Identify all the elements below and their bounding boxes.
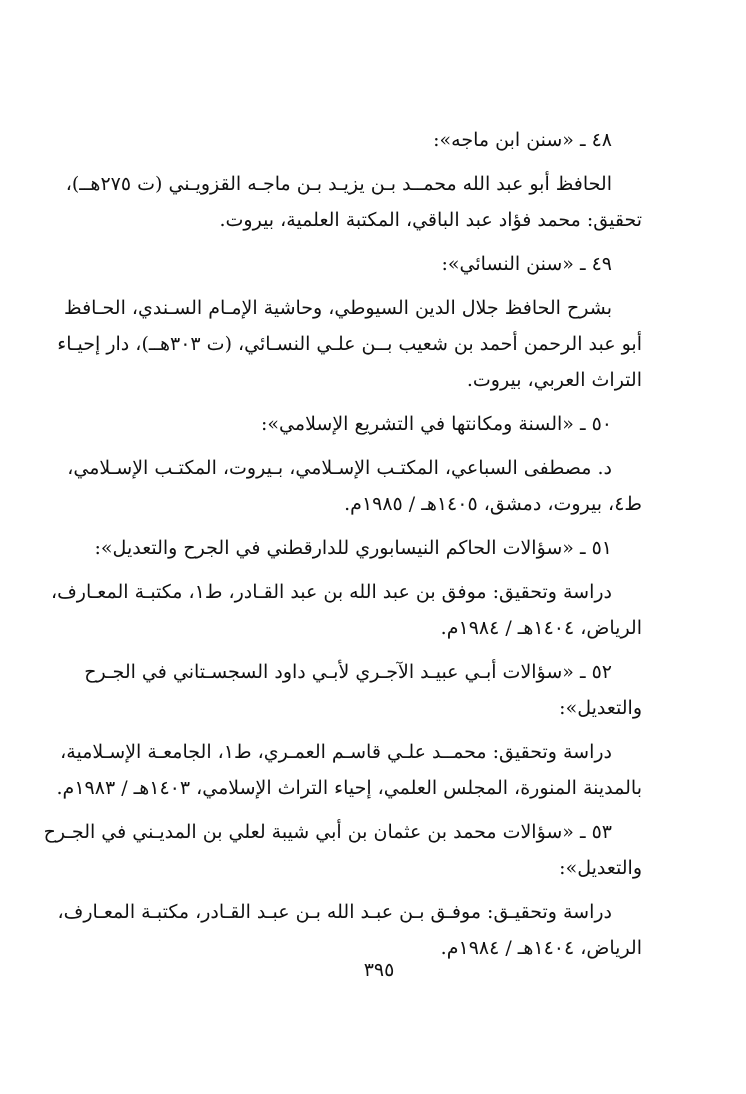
bibliography-entry-52 <box>56 654 642 806</box>
entry-heading <box>94 530 642 566</box>
entry-body-line: دراسة وتحقيق: موفق بن عبد الله بن عبد القـادر، ط١، مكتبـة المعـارف، <box>50 581 612 603</box>
entry-heading-line: ٥٣ ـ «سؤالات محمد بن عثمان بن أبي شيبة لعلي بن المديـني في الجـرح <box>43 821 612 843</box>
entry-heading-line: والتعديل»: <box>559 857 642 879</box>
entry-body <box>57 290 642 398</box>
entry-heading-line: ٥٢ ـ «سؤالات أبـي عبيـد الآجـري لأبـي داود السجسـتاني في الجـرح <box>84 661 612 683</box>
page-number: ٣٩٥ <box>363 959 395 981</box>
entry-heading <box>43 814 642 886</box>
bibliography-list <box>43 122 642 974</box>
entry-body-line: بشرح الحافظ جلال الدين السيوطي، وحاشية الإمـام السـندي، الحـافظ <box>64 297 612 319</box>
bibliography-entry-50 <box>67 406 642 522</box>
bibliography-entry-53 <box>43 814 642 966</box>
entry-body-line: ط٤، بيروت، دمشق، ١٤٠٥هـ / ١٩٨٥م. <box>344 493 642 515</box>
bibliography-entry-48 <box>65 122 642 238</box>
bibliography-entry-49 <box>57 246 642 398</box>
entry-body <box>56 734 642 806</box>
entry-heading-line: ٥٠ ـ «السنة ومكانتها في التشريع الإسلامي»: <box>261 413 612 435</box>
entry-body-line: أبو عبد الرحمن أحمد بن شعيب بــن علـي النسـائي، (ت ٣٠٣هــ)، دار إحيـاء <box>57 333 642 355</box>
entry-body <box>65 166 642 238</box>
bibliography-entry-51 <box>50 530 642 646</box>
entry-heading-line: ٤٨ ـ «سنن ابن ماجه»: <box>433 129 612 151</box>
entry-body-line: تحقيق: محمد فؤاد عبد الباقي، المكتبة العلمية، بيروت. <box>219 209 642 231</box>
entry-body-line: بالمدينة المنورة، المجلس العلمي، إحياء التراث الإسلامي، ١٤٠٣هـ / ١٩٨٣م. <box>56 777 642 799</box>
entry-body-line: د. مصطفى السباعي، المكتـب الإسـلامي، بـيروت، المكتـب الإسـلامي، <box>67 457 612 479</box>
entry-heading <box>104 122 642 158</box>
entry-heading-line: والتعديل»: <box>559 697 642 719</box>
entry-body-line: دراسة وتحقيق: محمــد علـي قاسـم العمـري، ط١، الجامعـة الإسـلامية، <box>60 741 612 763</box>
entry-body <box>50 574 642 646</box>
entry-heading <box>84 654 642 726</box>
entry-heading-line: ٥١ ـ «سؤالات الحاكم النيسابوري للدارقطني في الجرح والتعديل»: <box>94 537 612 559</box>
entry-body <box>67 450 642 522</box>
entry-body-line: دراسة وتحقيـق: موفـق بـن عبـد الله بـن عبـد القـادر، مكتبـة المعـارف، <box>57 901 612 923</box>
entry-heading <box>104 246 642 282</box>
entry-heading <box>104 406 642 442</box>
entry-heading-line: ٤٩ ـ «سنن النسائي»: <box>441 253 612 275</box>
entry-body-line: التراث العربي، بيروت. <box>466 369 642 391</box>
entry-body-line: الرياض، ١٤٠٤هـ / ١٩٨٤م. <box>440 617 642 639</box>
entry-body-line: الحافظ أبو عبد الله محمــد بـن يزيـد بـن ماجـه القزويـني (ت ٢٧٥هــ)، <box>65 173 612 195</box>
entry-body-line: الرياض، ١٤٠٤هـ / ١٩٨٤م. <box>440 937 642 959</box>
